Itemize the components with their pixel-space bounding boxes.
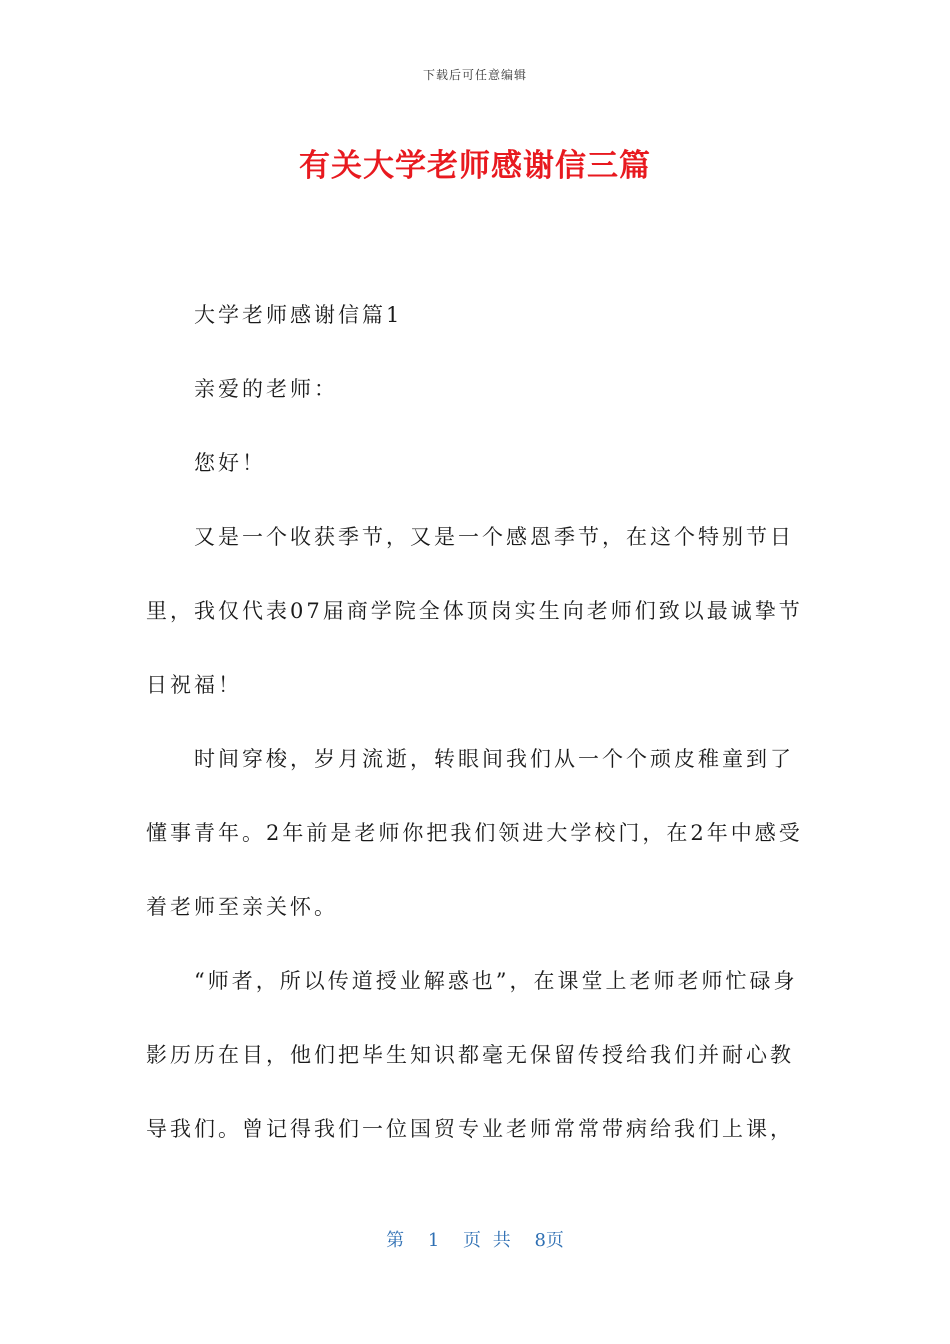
document-body <box>146 278 808 1166</box>
paragraph-section-heading: 大学老师感谢信篇1 <box>194 303 403 327</box>
paragraph-body: 又是一个收获季节，又是一个感恩季节，在这个特别节日里，我仅代表07届商学院全体顶岗实生向老师们致以最诚挚节日祝福！ <box>146 525 803 697</box>
paragraph-greeting: 您好！ <box>194 451 266 475</box>
document-title: 有关大学老师感谢信三篇 <box>299 148 651 184</box>
paragraph-body: 时间穿梭，岁月流逝，转眼间我们从一个个顽皮稚童到了懂事青年。2年前是老师你把我们领进大学校门，在2年中感受着老师至亲关怀。 <box>146 747 803 919</box>
paragraph-salutation: 亲爱的老师： <box>194 377 338 401</box>
paragraph-body: “师者，所以传道授业解惑也”，在课堂上老师老师忙碌身影历历在目，他们把毕生知识都毫无保留传授给我们并耐心教导我们。曾记得我们一位国贸专业老师常常带病给我们上课， <box>146 969 798 1141</box>
page-number-footer <box>0 1226 950 1252</box>
page-current: 1 <box>427 1230 440 1251</box>
header-note: 下载后可任意编辑 <box>422 68 527 82</box>
page-mid: 页 共 <box>463 1230 511 1251</box>
page-total: 8页 <box>534 1230 564 1251</box>
page-prefix: 第 <box>386 1230 405 1251</box>
